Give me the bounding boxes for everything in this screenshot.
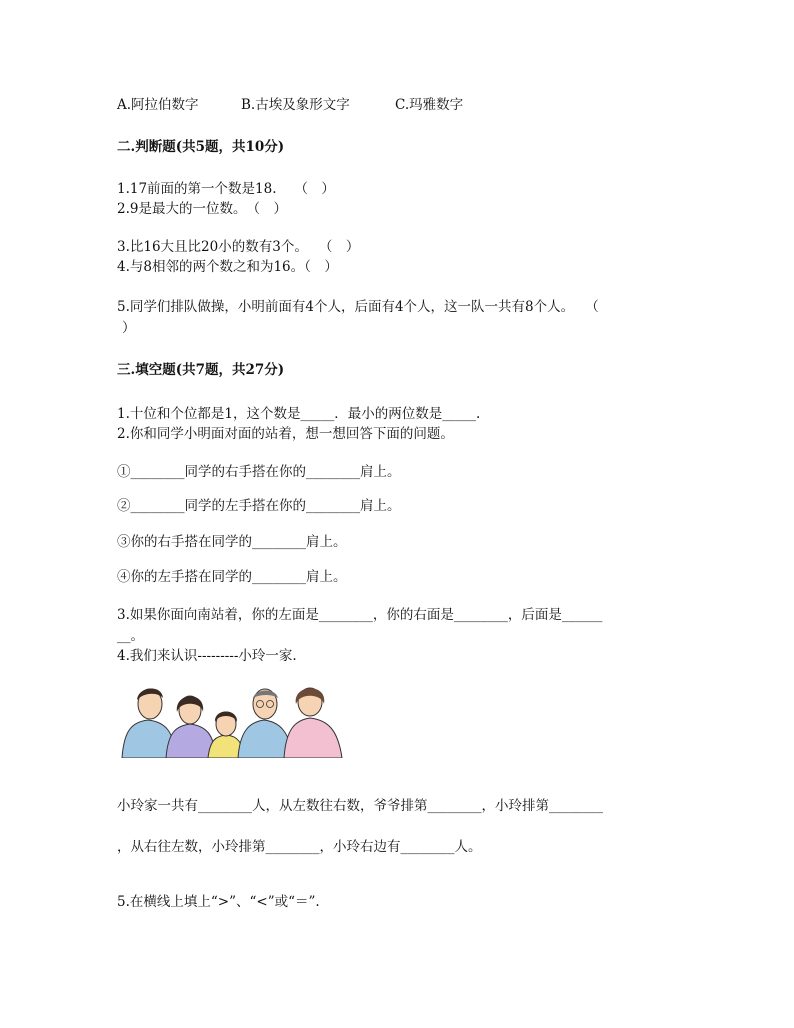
fill-q2-part1: ①________同学的右手搭在你的________肩上。 <box>117 464 401 480</box>
section3-heading: 三.填空题(共7题，共27分) <box>117 362 285 378</box>
judge-item-5-close: ） <box>122 320 136 336</box>
grandma-figure <box>284 688 342 758</box>
fill-q4-line1: 小玲家一共有________人，从左数往右数，爷爷排第________，小玲排第________ <box>117 798 603 814</box>
judge-item-5: 5.同学们排队做操，小明前面有4个人，后面有4个人，这一队一共有8个人。 （ <box>117 299 599 315</box>
choice-b: B.古埃及象形文字 <box>241 97 350 113</box>
mother-figure <box>166 696 216 758</box>
fill-q2-part2: ②________同学的左手搭在你的________肩上。 <box>117 498 401 514</box>
judge-item-2: 2.9是最大的一位数。 （ ） <box>117 201 287 217</box>
judge-item-3: 3.比16大且比20小的数有3个。 （ ） <box>117 239 360 255</box>
fill-q2-part3: ③你的右手搭在同学的________肩上。 <box>117 534 347 550</box>
choice-c: C.玛雅数字 <box>395 97 464 113</box>
fill-q3-line2: __。 <box>117 628 144 644</box>
fill-q4-line2: ，从右往左数，小玲排第________，小玲右边有________人。 <box>117 839 482 855</box>
fill-q2: 2.你和同学小明面对面的站着，想一想回答下面的问题。 <box>117 426 454 442</box>
grandpa-figure <box>238 689 292 758</box>
fill-q5: 5.在横线上填上“>”、“<”或“＝”. <box>117 894 320 910</box>
family-illustration <box>120 682 348 758</box>
fill-q3-line1: 3.如果你面向南站着，你的左面是________，你的右面是________，后面是______ <box>117 607 603 623</box>
judge-item-4: 4.与8相邻的两个数之和为16。（ ） <box>117 259 338 275</box>
fill-q2-part4: ④你的左手搭在同学的________肩上。 <box>117 569 347 585</box>
judge-item-1: 1.17前面的第一个数是18. （ ） <box>117 181 335 197</box>
fill-q1: 1.十位和个位都是1，这个数是_____．最小的两位数是_____. <box>117 406 481 422</box>
section2-heading: 二.判断题(共5题，共10分) <box>117 139 285 155</box>
fill-q4: 4.我们来认识---------小玲一家. <box>117 648 297 664</box>
choice-a: A.阿拉伯数字 <box>117 97 199 113</box>
